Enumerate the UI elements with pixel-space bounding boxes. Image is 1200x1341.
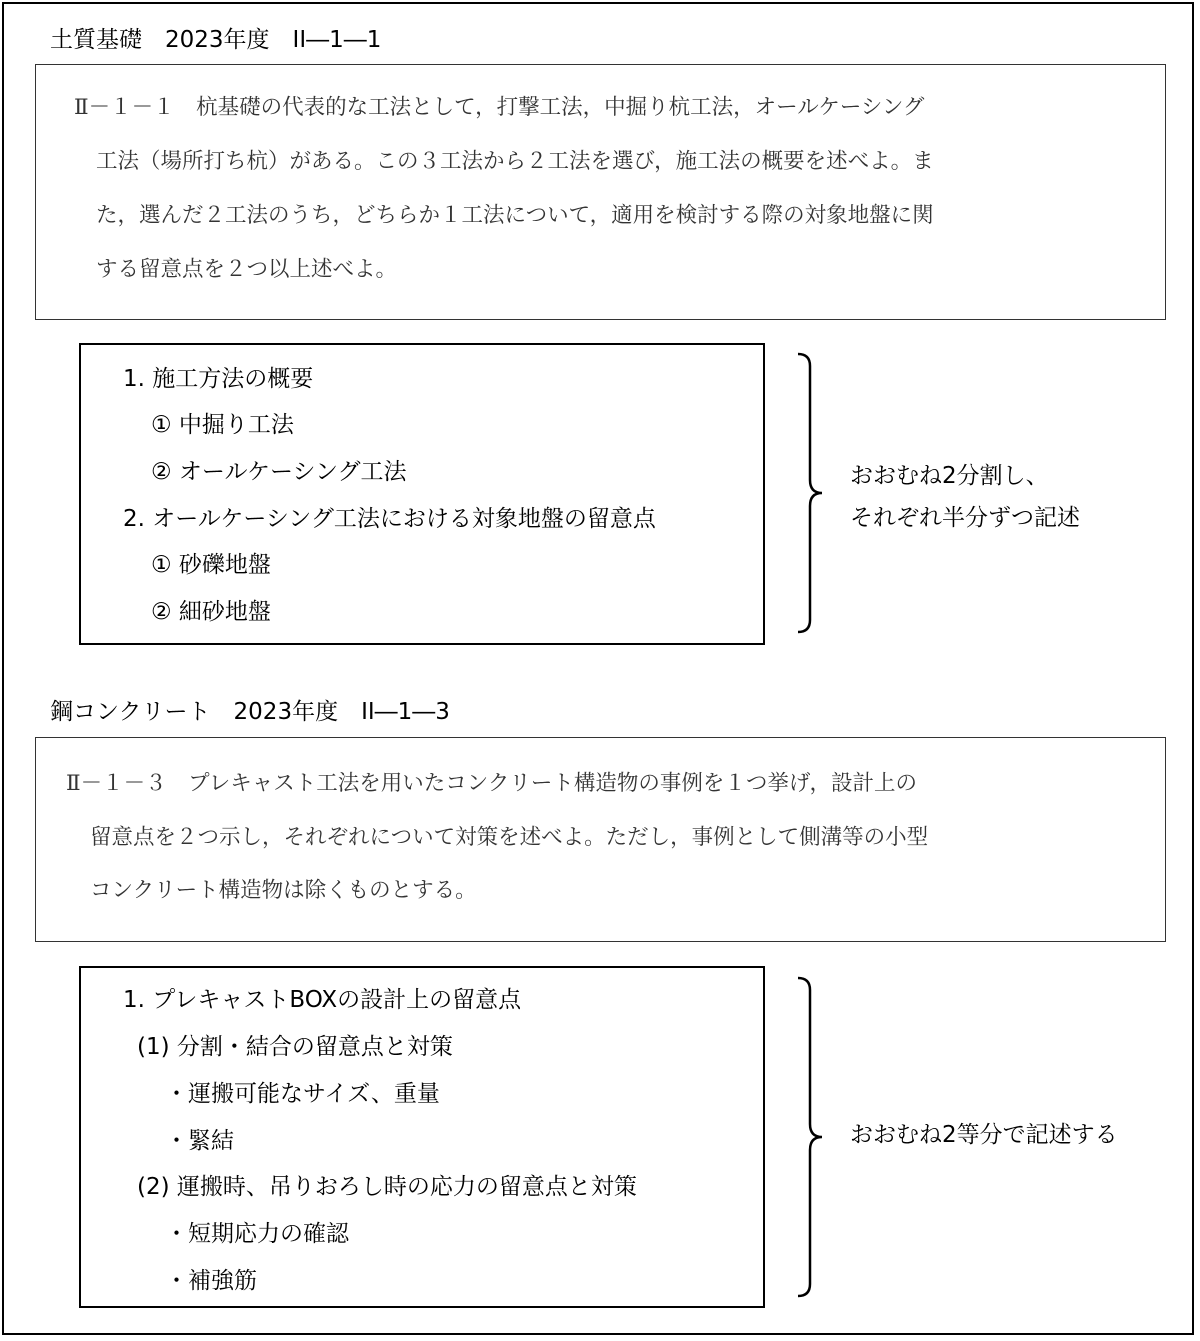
outline-line: ・運搬可能なサイズ、重量 [165,1081,440,1107]
section-heading-steel-concrete: 鋼コンクリート 2023年度 II―1―3 [50,699,450,725]
question-box-1 [35,64,1166,320]
outline-line: ① 砂礫地盤 [151,552,271,578]
outline-line: ・短期応力の確認 [165,1221,349,1247]
outline-line: 1. 施工方法の概要 [123,366,314,392]
question-box-2 [35,737,1166,942]
note-line: おおむね2等分で記述する [850,1122,1118,1148]
question-line: コンクリート構造物は除くものとする。 [90,878,477,903]
question-line: 工法（場所打ち杭）がある。この３工法から２工法を選び，施工法の概要を述べよ。ま [96,149,934,174]
outline-line: ② オールケーシング工法 [151,459,407,485]
note-line: おおむね2分割し、 [850,463,1049,489]
outline-line: (2) 運搬時、吊りおろし時の応力の留意点と対策 [137,1174,637,1200]
right-brace-icon [796,352,830,634]
outline-box-1 [79,343,765,645]
outline-line: ・緊結 [165,1128,234,1154]
outline-line: ① 中掘り工法 [151,412,294,438]
question-line: する留意点を２つ以上述べよ。 [96,257,398,282]
question-line: た，選んだ２工法のうち，どちらか１工法について，適用を検討する際の対象地盤に関 [96,203,934,228]
outline-line: ・補強筋 [165,1268,257,1294]
outline-line: 1. プレキャストBOXの設計上の留意点 [123,987,522,1013]
outline-line: (1) 分割・結合の留意点と対策 [137,1034,453,1060]
question-line: Ⅱ－１－１ 杭基礎の代表的な工法として，打撃工法，中掘り杭工法，オールケーシング [74,95,925,120]
outline-line: ② 細砂地盤 [151,599,271,625]
note-line: それぞれ半分ずつ記述 [850,505,1080,531]
section-heading-soil-foundation: 土質基礎 2023年度 II―1―1 [50,27,382,53]
outline-line: 2. オールケーシング工法における対象地盤の留意点 [123,506,656,532]
outline-box-2 [79,966,765,1308]
right-brace-icon [796,976,830,1298]
question-line: 留意点を２つ示し，それぞれについて対策を述べよ。ただし，事例として側溝等の小型 [90,825,929,850]
question-line: Ⅱ－１－３ プレキャスト工法を用いたコンクリート構造物の事例を１つ挙げ，設計上の [66,771,917,796]
